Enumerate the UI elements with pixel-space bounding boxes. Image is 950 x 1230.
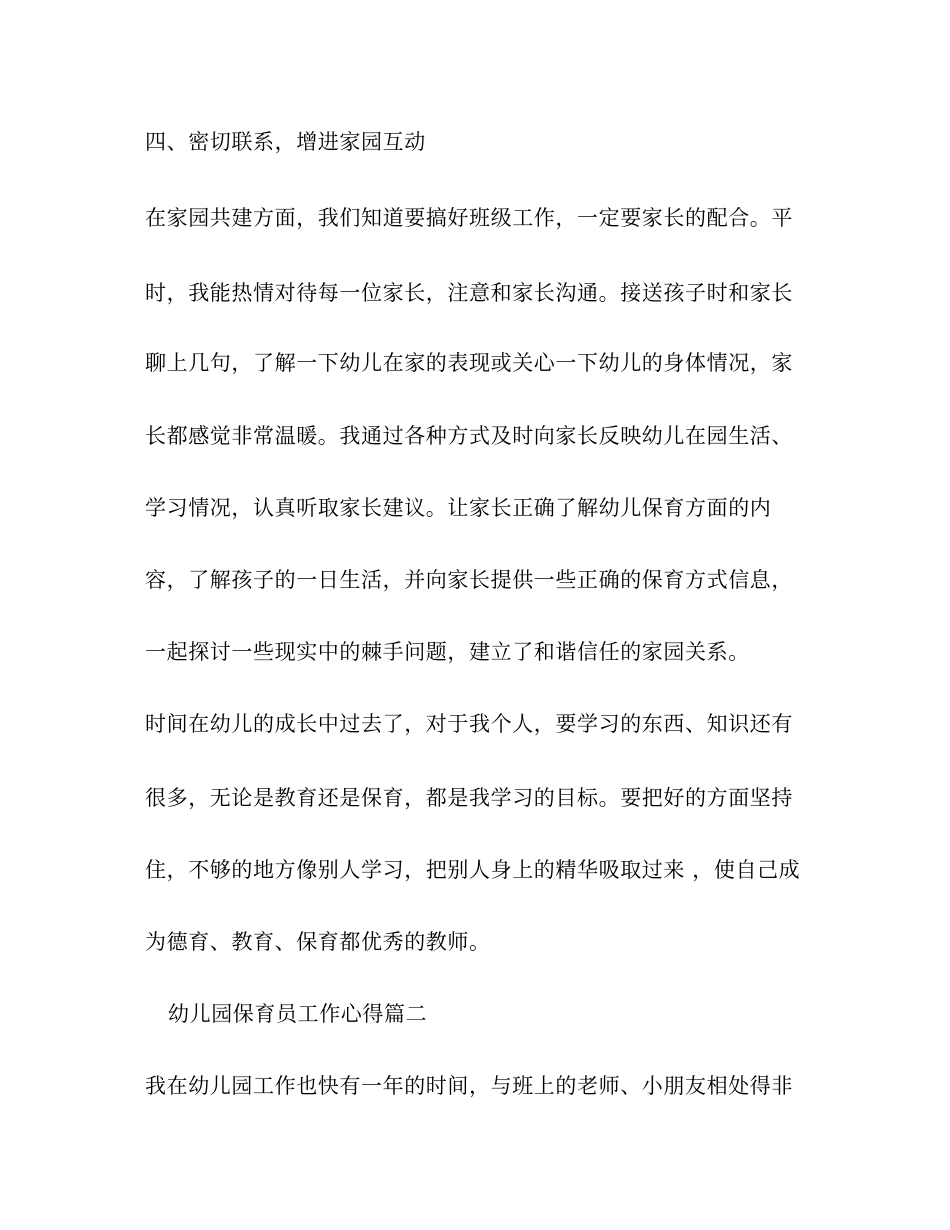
paragraph-line: 时间在幼儿的成长中过去了，对于我个人，要学习的东西、知识还有 <box>145 712 793 736</box>
paragraph-line: 在家园共建方面，我们知道要搞好班级工作，一定要家长的配合。平 <box>145 206 793 230</box>
section-heading: 四、密切联系，增进家园互动 <box>145 130 426 154</box>
paragraph-line: 学习情况，认真听取家长建议。让家长正确了解幼儿保育方面的内 <box>145 496 772 520</box>
paragraph-line: 为德育、教育、保育都优秀的教师。 <box>145 930 491 954</box>
paragraph-line: 聊上几句，了解一下幼儿在家的表现或关心一下幼儿的身体情况，家 <box>145 351 793 375</box>
paragraph-line: 很多，无论是教育还是保育，都是我学习的目标。要把好的方面坚持 <box>145 786 793 810</box>
paragraph-line: 长都感觉非常温暖。我通过各种方式及时向家长反映幼儿在园生活、 <box>145 424 793 448</box>
paragraph-line: 时，我能热情对待每一位家长，注意和家长沟通。接送孩子时和家长 <box>145 281 793 305</box>
article-title: 幼儿园保育员工作心得篇二 <box>168 1002 428 1026</box>
paragraph-line: 我在幼儿园工作也快有一年的时间，与班上的老师、小朋友相处得非 <box>145 1074 793 1098</box>
paragraph-line: 容，了解孩子的一日生活，并向家长提供一些正确的保育方式信息， <box>145 568 793 592</box>
paragraph-line: 住，不够的地方像别人学习，把别人身上的精华吸取过来 ，使自己成 <box>145 858 801 882</box>
paragraph-line: 一起探讨一些现实中的棘手问题，建立了和谐信任的家园关系。 <box>145 640 750 664</box>
